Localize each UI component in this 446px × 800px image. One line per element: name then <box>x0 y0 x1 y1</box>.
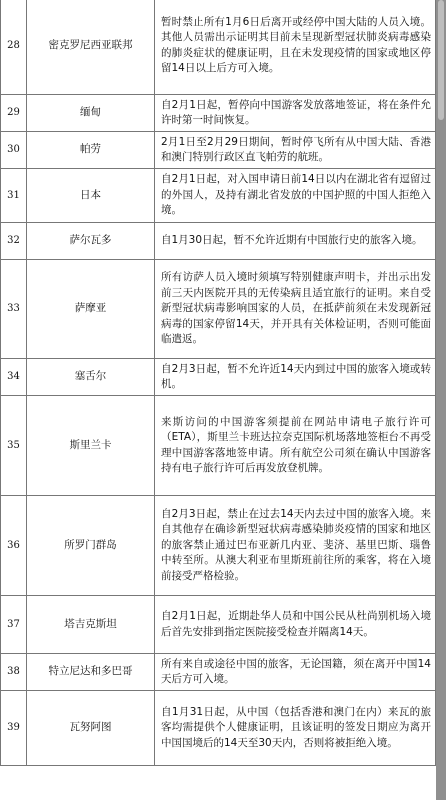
country-name: 萨尔瓦多 <box>27 223 155 260</box>
policy-text: 自1月30日起，暂不允许近期有中国旅行史的旅客入境。 <box>155 223 436 260</box>
policy-text: 所有访萨人员入境时须填写特别健康声明卡，并出示出发前三天内医院开具的无传染病且适宜旅行的证明。来自受新型冠状病毒影响国家的人员，在抵萨前须在未发现新冠病毒的国家停留14天，并开具有关体检证明，否则可能面临遣返。 <box>155 260 436 359</box>
country-name: 斯里兰卡 <box>27 396 155 496</box>
row-number: 32 <box>1 223 27 260</box>
policy-text: 2月1日至2月29日期间，暂时停飞所有从中国大陆、香港和澳门特别行政区直飞帕劳的航班。 <box>155 132 436 169</box>
table-row <box>1 691 436 766</box>
row-number: 29 <box>1 95 27 132</box>
country-name: 密克罗尼西亚联邦 <box>27 0 155 95</box>
policy-text: 自2月1日起，对入国申请日前14日以内在湖北省有逗留过的外国人，及持有湖北省发放的中国护照的中国人拒绝入境。 <box>155 169 436 223</box>
row-number: 30 <box>1 132 27 169</box>
table-row <box>1 396 436 496</box>
row-number: 36 <box>1 496 27 596</box>
country-name: 所罗门群岛 <box>27 496 155 596</box>
table-row <box>1 223 436 260</box>
row-number: 38 <box>1 654 27 691</box>
row-number: 37 <box>1 596 27 654</box>
policy-text: 自1月31日起，从中国（包括香港和澳门在内）来瓦的旅客均需提供个人健康证明，且该证明的签发日期应为离开中国国境后的14天至30天内，否则将被拒绝入境。 <box>155 691 436 766</box>
row-number: 28 <box>1 0 27 95</box>
row-number: 35 <box>1 396 27 496</box>
country-name: 特立尼达和多巴哥 <box>27 654 155 691</box>
table-row <box>1 654 436 691</box>
policy-text: 自2月3日起，暂不允许近14天内到过中国的旅客入境或转机。 <box>155 359 436 396</box>
table-row <box>1 169 436 223</box>
row-number: 33 <box>1 260 27 359</box>
country-name: 日本 <box>27 169 155 223</box>
table-row <box>1 260 436 359</box>
table-row <box>1 359 436 396</box>
row-number: 39 <box>1 691 27 766</box>
policy-text: 自2月1日起，近期赴华人员和中国公民从杜尚别机场入境后首先安排到指定医院接受检查并隔离14天。 <box>155 596 436 654</box>
table-row <box>1 95 436 132</box>
scrollbar-track[interactable] <box>436 0 446 800</box>
country-name: 塞舌尔 <box>27 359 155 396</box>
policy-text: 自2月1日起，暂停向中国游客发放落地签证，将在条件允许时第一时间恢复。 <box>155 95 436 132</box>
country-name: 萨摩亚 <box>27 260 155 359</box>
table-row <box>1 496 436 596</box>
country-name: 缅甸 <box>27 95 155 132</box>
policy-text: 暂时禁止所有1月6日后离开或经停中国大陆的人员入境。其他人员需出示证明其目前未呈现新型冠状肺炎病毒感染的肺炎症状的健康证明，且在未发现疫情的国家或地区停留14日以上后方可入境。 <box>155 0 436 95</box>
row-number: 34 <box>1 359 27 396</box>
policy-text: 来斯访问的中国游客须提前在网站申请电子旅行许可（ETA），斯里兰卡班达拉奈克国际机场落地签柜台不再受理中国游客落地签申请。所有航空公司须在确认中国游客持有电子旅行许可后再发放登机牌。 <box>155 396 436 496</box>
table-row <box>1 0 436 95</box>
country-name: 帕劳 <box>27 132 155 169</box>
policy-text: 自2月3日起，禁止在过去14天内去过中国的旅客入境。来自其他存在确诊新型冠状病毒感染肺炎疫情的国家和地区的旅客禁止通过巴布亚新几内亚、斐济、基里巴斯、瑙鲁中转至所。从澳大利亚布里斯班前往所的乘客，将在入境前接受严格检验。 <box>155 496 436 596</box>
country-name: 塔吉克斯坦 <box>27 596 155 654</box>
country-name: 瓦努阿图 <box>27 691 155 766</box>
row-number: 31 <box>1 169 27 223</box>
table-row <box>1 596 436 654</box>
scrollbar-thumb[interactable] <box>438 0 444 120</box>
table-body <box>1 0 436 766</box>
table-row <box>1 132 436 169</box>
policy-text: 所有来自或途径中国的旅客，无论国籍，须在离开中国14天后方可入境。 <box>155 654 436 691</box>
